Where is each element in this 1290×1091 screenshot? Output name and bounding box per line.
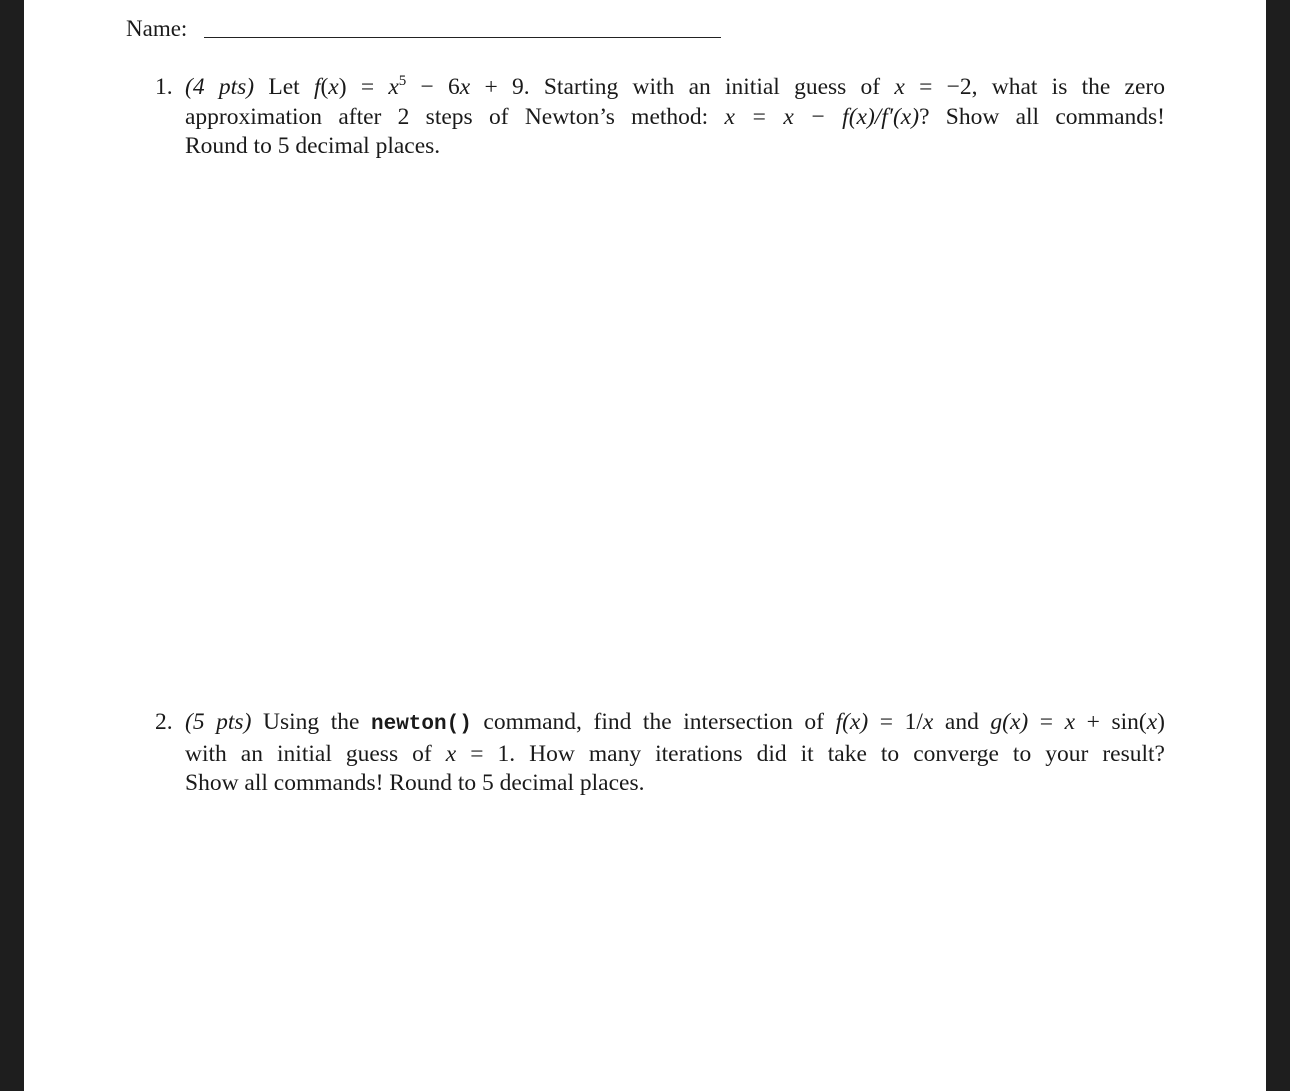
worksheet-page [24,0,1266,1091]
problem-text [185,708,1165,799]
problem-line: (5 pts) Using the newton() command, find the intersection of f(x) = 1/x and g(x) = x + sin(x) [185,709,1165,736]
name-blank-line [204,37,721,38]
problem-line: with an initial guess of x = 1. How many iterations did it take to converge to your result? [185,740,1165,767]
points-label: (5 pts) [185,709,252,735]
newton-command: newton() [370,713,472,736]
problem-line: (4 pts) Let $f(x) = x^5 - 6x + 9$. Starting with an initial guess of x = −2, what is the zero [185,73,1165,100]
name-label: Name: [126,16,188,41]
problem-2 [155,708,1165,799]
problem-1 [155,73,1165,162]
problem-text [185,73,1165,162]
newton-formula: x = x − f(x)/f′(x) [724,103,920,130]
problem-number: 2. [155,709,173,735]
problem-line: Round to 5 decimal places. [185,133,441,159]
problem-line: Show all commands! Round to 5 decimal places. [185,770,645,796]
problem-line: approximation after 2 steps of Newton’s method: x = x − f(x)/f′(x)? Show all commands! [185,103,1165,130]
points-label: (4 pts) [185,74,255,100]
problem-number: 1. [155,74,173,100]
